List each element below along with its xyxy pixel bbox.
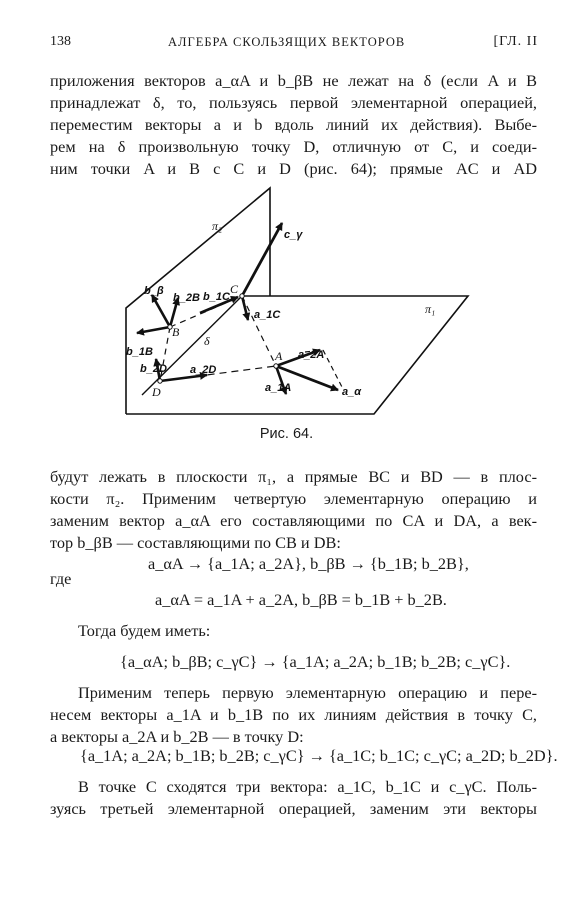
page-number: 138 xyxy=(50,34,71,49)
paragraph-4 xyxy=(50,776,537,820)
text-line: ним точки A и B с C и D (рис. 64); прямые AC и AD xyxy=(50,159,537,178)
formula-decomposition: a_αA → {a_1A; a_2A}, b_βB → {b_1B; b_2B}, xyxy=(148,554,469,573)
then-text: Тогда будем иметь: xyxy=(78,621,211,640)
label-b-1C: b_1C xyxy=(203,291,230,303)
vector-a-1C xyxy=(242,296,248,320)
figure-caption: Рис. 64. xyxy=(259,426,314,442)
plane-pi1-outline xyxy=(126,296,468,414)
label-B: B xyxy=(172,325,180,339)
label-b-1B: b_1B xyxy=(126,346,153,358)
vector-b-1B xyxy=(137,327,170,333)
text-line: зуясь третьей элементарной операцией, заменим эти векторы xyxy=(50,799,537,818)
text-line: несем векторы a_1A и b_1B по их линиям действия в точку C, xyxy=(50,705,537,724)
text-line: приложения векторов a_αA и b_βB не лежат на δ (если A и B xyxy=(50,71,537,90)
label-A: A xyxy=(275,349,283,363)
label-a-1C: a_1C xyxy=(254,309,281,321)
label-a-2D: a_2D xyxy=(190,364,217,376)
dashed-line xyxy=(242,296,276,366)
label-pi1: π₁ xyxy=(425,302,436,316)
where-word: где xyxy=(50,569,72,588)
label-b-beta: b_β xyxy=(144,285,164,297)
text-line: кости π₂. Применим четвертую элементарную операцию и xyxy=(50,489,537,508)
vector-b-beta xyxy=(152,295,170,327)
text-line: а векторы a_2A и b_2B — в точку D: xyxy=(50,727,304,746)
label-delta: δ xyxy=(204,334,210,348)
text-line: Применим теперь первую элементарную операцию и пере- xyxy=(78,683,537,702)
label-D: D xyxy=(152,385,161,399)
text-line: переместим векторы a и b вдоль линий их действия). Выбе- xyxy=(50,115,537,134)
point-C xyxy=(240,294,244,298)
label-b-2D: b_2D xyxy=(140,363,167,375)
running-title: АЛГЕБРА СКОЛЬЗЯЩИХ ВЕКТОРОВ xyxy=(168,35,406,49)
label-a-alpha: a_α xyxy=(342,386,362,398)
vector-c-gamma xyxy=(242,223,282,296)
label-pi2: π₂ xyxy=(212,219,223,233)
dashed-line xyxy=(323,350,343,389)
formula-system-2: {a_1A; a_2A; b_1B; b_2B; c_γC} → {a_1C; b_1C; c_γC; a_2D; b_2D}. xyxy=(80,746,558,765)
label-b-2B: b_2B xyxy=(173,292,200,304)
text-line: тор b_βB — составляющими по CB и DB: xyxy=(50,533,341,552)
point-A xyxy=(274,364,278,368)
text-line: рем на δ произвольную точку D, отличную от C, и соеди- xyxy=(50,137,537,156)
paragraph-2 xyxy=(50,466,537,554)
label-a-1A: a_1A xyxy=(265,382,292,394)
point-D xyxy=(158,379,162,383)
formula-system-1: {a_αA; b_βB; c_γC} → {a_1A; a_2A; b_1B; b_2B; c_γC}. xyxy=(120,652,511,671)
text-line: принадлежат δ, то, пользуясь первой элементарной операцией, xyxy=(50,93,537,112)
label-a-2A: a_2A xyxy=(298,349,325,361)
label-C: C xyxy=(230,282,239,296)
text-line: заменим вектор a_αA его составляющими по CA и DA, а век- xyxy=(50,511,537,530)
label-c-gamma: c_γ xyxy=(284,229,303,241)
text-line: будут лежать в плоскости π₁, а прямые BC и BD — в плос- xyxy=(50,467,537,486)
line-delta xyxy=(142,296,242,395)
paragraph-3 xyxy=(50,682,537,748)
figure-64 xyxy=(0,0,573,430)
formula-sums: a_αA = a_1A + a_2A, b_βB = b_1B + b_2B. xyxy=(155,590,447,609)
chapter-marker: [ГЛ. II xyxy=(493,34,538,49)
text-line: В точке C сходятся три вектора: a_1C, b_1C и c_γC. Поль- xyxy=(78,777,537,796)
